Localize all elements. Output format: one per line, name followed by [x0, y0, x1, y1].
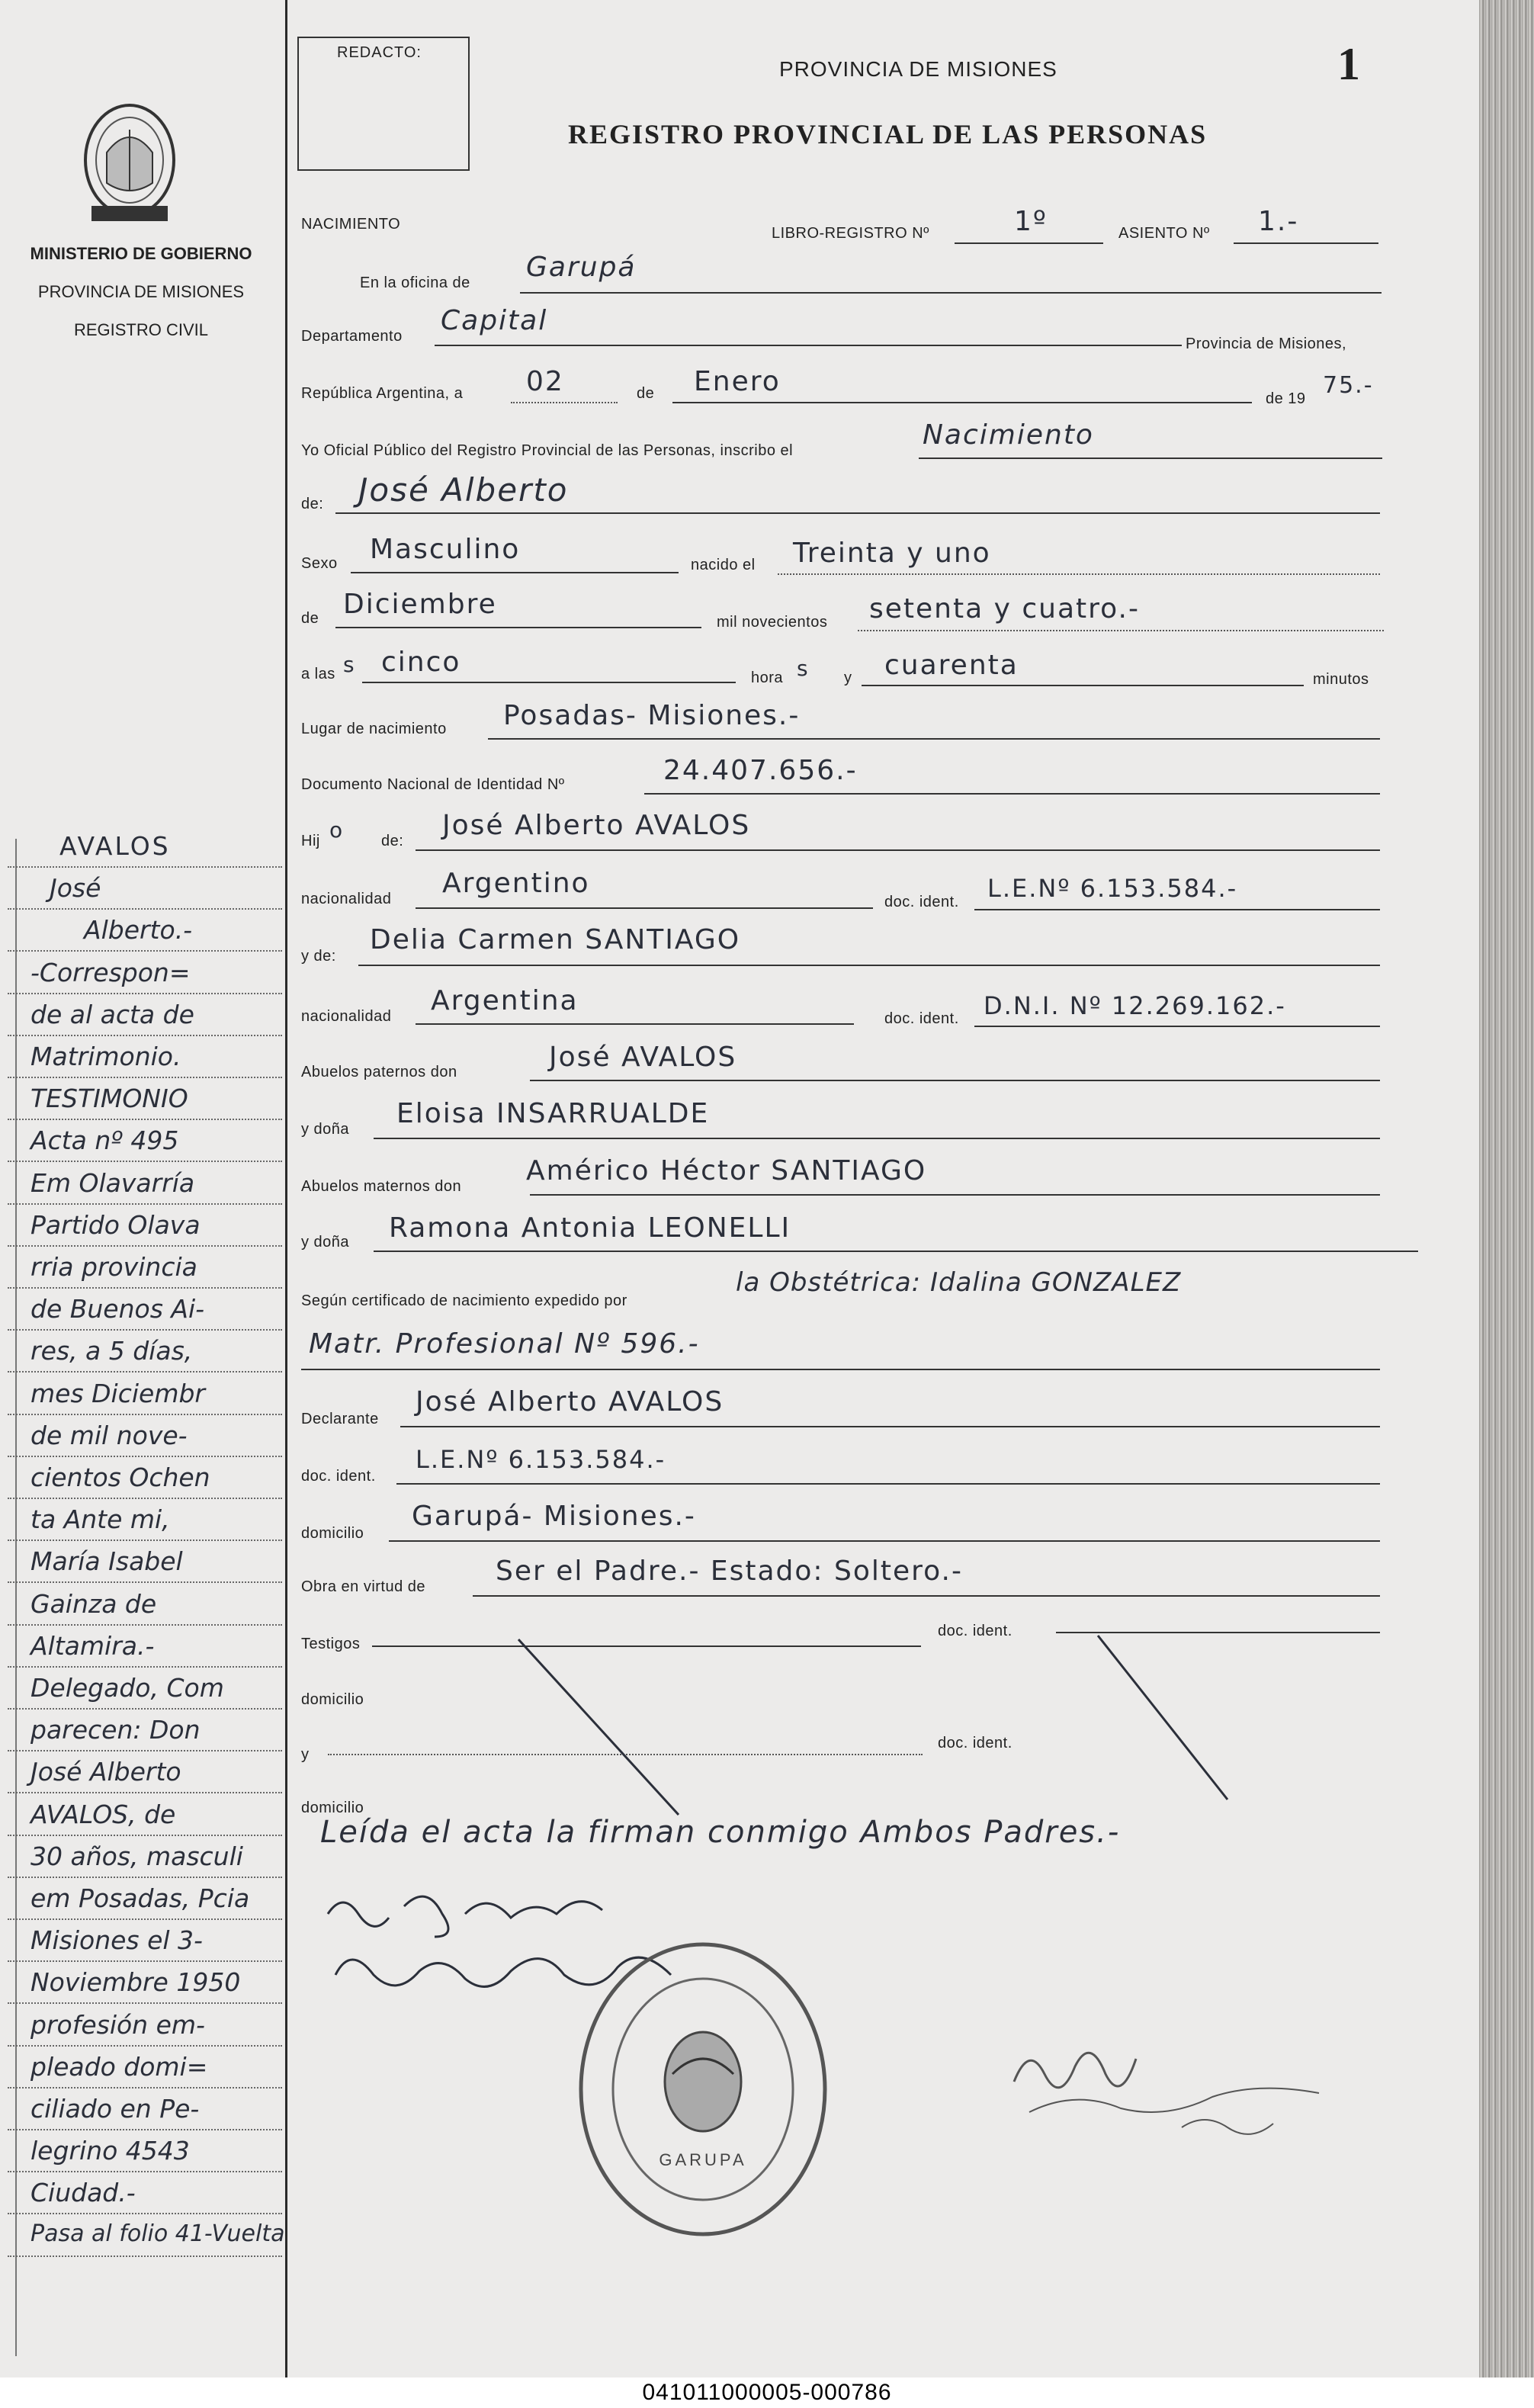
margin-note-line: Pasa al folio 41-Vuelta	[30, 2220, 285, 2247]
margin-note-rule	[8, 1414, 282, 1415]
label-y-testigo: y	[301, 1746, 310, 1763]
label-nacido-el: nacido el	[691, 557, 756, 573]
provincial-crest-icon	[76, 99, 183, 229]
label-obra: Obra en virtud de	[301, 1578, 426, 1595]
underline	[974, 1026, 1380, 1027]
underline	[389, 1540, 1380, 1542]
label-libro: LIBRO-REGISTRO Nº	[772, 225, 929, 242]
registrar-signature	[984, 2028, 1349, 2150]
value-hora: cinco	[381, 647, 461, 678]
redacto-label: REDACTO:	[337, 44, 422, 61]
ministry-province: PROVINCIA DE MISIONES	[37, 282, 245, 301]
header-registry: REGISTRO PROVINCIAL DE LAS PERSONAS	[568, 119, 1208, 149]
label-de-mes: de	[637, 385, 655, 402]
label-hijo-de: de:	[381, 833, 404, 849]
value-nacido: Treinta y uno	[793, 538, 991, 569]
margin-note-rule	[8, 1960, 282, 1962]
margin-note-rule	[8, 2129, 282, 2130]
margin-note-rule	[8, 2255, 282, 2257]
label-doc-ident-testigo-2: doc. ident.	[938, 1735, 1013, 1751]
value-doc-padre: L.E.Nº 6.153.584.-	[987, 874, 1238, 903]
margin-note-rule	[8, 1540, 282, 1541]
margin-note-rule	[8, 1371, 282, 1373]
margin-note-line: Alberto.-	[84, 915, 193, 946]
margin-note-rule	[8, 1161, 282, 1162]
value-padre: José Alberto AVALOS	[442, 810, 751, 841]
redacto-box	[297, 37, 470, 171]
underline	[644, 793, 1380, 795]
margin-note-rule	[8, 1329, 282, 1331]
margin-note-rule	[8, 1245, 282, 1247]
label-y-min: y	[844, 669, 852, 686]
margin-note-line: Delegado, Com	[30, 1673, 224, 1703]
margin-note-line: José Alberto	[30, 1757, 181, 1787]
label-minutos: minutos	[1313, 671, 1369, 688]
label-de-mes-nac: de	[301, 610, 319, 627]
margin-note-rule	[8, 2002, 282, 2004]
value-obra: Ser el Padre.- Estado: Soltero.-	[496, 1556, 963, 1587]
margin-note-rule	[8, 1035, 282, 1036]
margin-note-rule	[8, 1877, 282, 1878]
value-lugar: Posadas- Misiones.-	[503, 700, 801, 731]
label-doc-ident-madre: doc. ident.	[884, 1010, 959, 1027]
margin-note-rule	[8, 2087, 282, 2089]
margin-note-rule	[8, 1666, 282, 1668]
value-oficina: Garupá	[526, 252, 637, 283]
value-departamento: Capital	[441, 305, 548, 336]
underline	[351, 572, 679, 573]
underline	[974, 909, 1380, 910]
label-nacionalidad-padre: nacionalidad	[301, 891, 392, 907]
value-declarante: José Alberto AVALOS	[416, 1386, 724, 1418]
underline	[862, 685, 1304, 686]
value-hijo-suffix: o	[329, 817, 345, 843]
dotted-line	[858, 630, 1384, 631]
label-doc-ident-declarante: doc. ident.	[301, 1468, 376, 1485]
margin-note-line: Gainza de	[30, 1588, 157, 1619]
margin-note-line: Ciudad.-	[30, 2178, 136, 2208]
margin-note-rule	[8, 1456, 282, 1457]
underline	[374, 1138, 1380, 1139]
margin-note-rule	[8, 2171, 282, 2172]
margin-note-line: María Isabel	[30, 1546, 183, 1577]
margin-note-line: legrino 4543	[30, 2136, 190, 2166]
value-madre: Delia Carmen SANTIAGO	[370, 924, 741, 955]
underline	[672, 402, 1252, 403]
margin-note-line: profesión em-	[30, 2009, 205, 2040]
strike-lines	[457, 1624, 1296, 1822]
margin-rule	[285, 0, 287, 2377]
label-testigos: Testigos	[301, 1636, 361, 1652]
margin-note-line: de mil nove-	[30, 1420, 188, 1450]
value-mes: Enero	[694, 366, 781, 397]
value-horas-suffix: s	[797, 656, 810, 681]
margin-note-line: rria provincia	[30, 1252, 197, 1282]
value-abuelo-paterno: José AVALOS	[549, 1042, 737, 1073]
value-anio: 75.-	[1323, 372, 1374, 399]
margin-note-rule	[8, 1119, 282, 1120]
margin-note-line: 30 años, masculi	[30, 1841, 243, 1871]
label-lugar: Lugar de nacimiento	[301, 721, 447, 737]
ministry-name: MINISTERIO DE GOBIERNO	[30, 244, 252, 263]
margin-note-rule	[8, 1498, 282, 1499]
label-nacimiento: NACIMIENTO	[301, 216, 401, 233]
margin-note-rule	[8, 1077, 282, 1078]
underline	[473, 1595, 1380, 1597]
label-abuelos-maternos: Abuelos maternos don	[301, 1178, 462, 1195]
label-asiento: ASIENTO Nº	[1118, 225, 1210, 242]
margin-note-line: Altamira.-	[30, 1630, 155, 1661]
underline	[919, 458, 1382, 459]
underline	[530, 1080, 1380, 1081]
margin-note-line: Partido Olava	[30, 1209, 201, 1240]
margin-note-line: de al acta de	[30, 999, 194, 1029]
margin-note-rule	[8, 1835, 282, 1836]
value-nac-padre: Argentino	[442, 868, 590, 899]
margin-note-line: TESTIMONIO	[30, 1084, 188, 1114]
margin-note-rule	[8, 2213, 282, 2214]
underline	[488, 738, 1380, 740]
margin-note-rule	[8, 1918, 282, 1920]
label-nacionalidad-madre: nacionalidad	[301, 1008, 392, 1025]
margin-note-rule	[8, 908, 282, 910]
margin-note-line: Em Olavarría	[30, 1167, 195, 1198]
label-sexo: Sexo	[301, 555, 338, 572]
label-doc-ident-testigo-1: doc. ident.	[938, 1623, 1013, 1639]
label-documento: Documento Nacional de Identidad Nº	[301, 776, 565, 793]
underline	[374, 1251, 1418, 1252]
margin-note-rule	[8, 2045, 282, 2047]
value-domicilio: Garupá- Misiones.-	[412, 1501, 696, 1532]
value-certificado-2: Matr. Profesional Nº 596.-	[309, 1328, 700, 1360]
stamp-inner-text: GARUPA	[659, 2150, 747, 2169]
label-hijo: Hij	[301, 833, 320, 849]
value-abuelo-materno: Américo Héctor SANTIAGO	[526, 1155, 927, 1186]
value-anio-nac: setenta y cuatro.-	[869, 593, 1140, 624]
ministry-registry: REGISTRO CIVIL	[73, 320, 209, 339]
margin-note-rule	[8, 1203, 282, 1205]
label-segun: Según certificado de nacimiento expedido por	[301, 1292, 627, 1309]
underline	[435, 345, 1182, 346]
label-departamento: Departamento	[301, 328, 403, 345]
official-stamp	[573, 1937, 833, 2242]
margin-note-rule	[8, 1792, 282, 1793]
margin-note-line: em Posadas, Pcia	[30, 1883, 250, 1913]
margin-note-line: mes Diciembr	[30, 1378, 205, 1408]
margin-note-line: José	[50, 873, 101, 904]
margin-note-rule	[8, 866, 282, 868]
margin-note-line: de Buenos Ai-	[30, 1294, 205, 1324]
label-declarante: Declarante	[301, 1411, 379, 1427]
underline	[396, 1483, 1380, 1485]
label-horas: hora	[751, 669, 784, 686]
margin-note-rule	[8, 1624, 282, 1626]
label-domicilio-testigo-1: domicilio	[301, 1691, 364, 1708]
margin-note-rule	[8, 1287, 282, 1289]
underline	[400, 1426, 1380, 1427]
value-dia: 02	[526, 366, 564, 397]
margin-note-line: ciliado en Pe-	[30, 2094, 200, 2124]
label-de-nombre: de:	[301, 496, 324, 512]
margin-note-line: Acta nº 495	[30, 1125, 179, 1156]
value-dni: 24.407.656.-	[663, 755, 858, 786]
margin-note-line: pleado domi=	[30, 2051, 208, 2082]
label-y-dona-materna: y doña	[301, 1234, 350, 1251]
footer	[0, 2377, 1534, 2408]
margin-note-rule	[8, 1581, 282, 1583]
underline	[1234, 242, 1378, 244]
underline	[416, 1023, 854, 1025]
value-abuela-materna: Ramona Antonia LEONELLI	[389, 1212, 791, 1244]
label-provincia: Provincia de Misiones,	[1186, 336, 1347, 352]
underline	[530, 1194, 1380, 1196]
margin-note-rule	[8, 993, 282, 994]
margin-note-line: AVALOS, de	[30, 1799, 176, 1829]
margin-note-line: Matrimonio.	[30, 1042, 181, 1071]
margin-note-line: -Correspon=	[30, 957, 191, 987]
label-y-dona-paterna: y doña	[301, 1121, 350, 1138]
page-edge	[1479, 0, 1534, 2377]
value-asiento: 1.-	[1258, 206, 1299, 237]
label-y-de: y de:	[301, 948, 336, 965]
page-number: 1	[1337, 39, 1360, 89]
margin-note-line: Misiones el 3-	[30, 1925, 203, 1956]
label-de-19: de 19	[1266, 390, 1306, 407]
label-abuelos-paternos: Abuelos paternos don	[301, 1064, 457, 1080]
header-province: PROVINCIA DE MISIONES	[779, 57, 1057, 81]
margin-note-line: ta Ante mi,	[30, 1504, 170, 1535]
value-acto: Nacimiento	[923, 419, 1094, 451]
value-sexo: Masculino	[370, 534, 521, 565]
underline	[335, 512, 1380, 514]
underline	[301, 1369, 1380, 1370]
label-doc-ident-padre: doc. ident.	[884, 894, 959, 910]
label-domicilio: domicilio	[301, 1525, 364, 1542]
underline	[955, 242, 1103, 244]
label-domicilio-testigo-2: domicilio	[301, 1800, 364, 1816]
value-abuela-paterna: Eloisa INSARRUALDE	[396, 1098, 710, 1129]
label-a-las: a las	[301, 666, 335, 682]
margin-note-line: res, a 5 días,	[30, 1336, 193, 1366]
value-doc-madre: D.N.I. Nº 12.269.162.-	[984, 991, 1286, 1020]
margin-note-line: Noviembre 1950	[30, 1967, 241, 1998]
underline	[362, 682, 736, 683]
margin-note-line: cientos Ochen	[30, 1462, 210, 1492]
label-mil-novecientos: mil novecientos	[717, 614, 828, 631]
margin-note-rule	[8, 950, 282, 952]
value-certificado: la Obstétrica: Idalina GONZALEZ	[736, 1267, 1182, 1298]
value-doc-declarante: L.E.Nº 6.153.584.-	[416, 1445, 666, 1474]
value-mes-nac: Diciembre	[343, 589, 497, 620]
label-republica: República Argentina, a	[301, 385, 464, 402]
dotted-line	[778, 573, 1380, 575]
margin-note-line: AVALOS	[59, 831, 171, 861]
value-libro: 1º	[1014, 206, 1048, 237]
label-yo-oficial: Yo Oficial Público del Registro Provincial de las Personas, inscribo el	[301, 442, 794, 459]
value-a-las-suffix: s	[343, 652, 356, 677]
value-nac-madre: Argentina	[431, 985, 579, 1016]
label-oficina: En la oficina de	[360, 275, 470, 291]
footer-code: 041011000005-000786	[642, 2380, 892, 2405]
underline	[416, 849, 1380, 851]
underline	[335, 627, 701, 628]
margin-note-rule	[8, 1708, 282, 1710]
underline	[520, 292, 1382, 294]
value-leida: Leída el acta la firman conmigo Ambos Padres.-	[320, 1815, 1121, 1850]
dotted-line	[511, 402, 618, 403]
underline	[358, 965, 1380, 966]
value-nombre: José Alberto	[358, 471, 569, 509]
margin-note-line: parecen: Don	[30, 1715, 201, 1745]
underline	[416, 907, 873, 909]
value-minutos: cuarenta	[884, 650, 1019, 681]
margin-note-rule	[8, 1750, 282, 1751]
